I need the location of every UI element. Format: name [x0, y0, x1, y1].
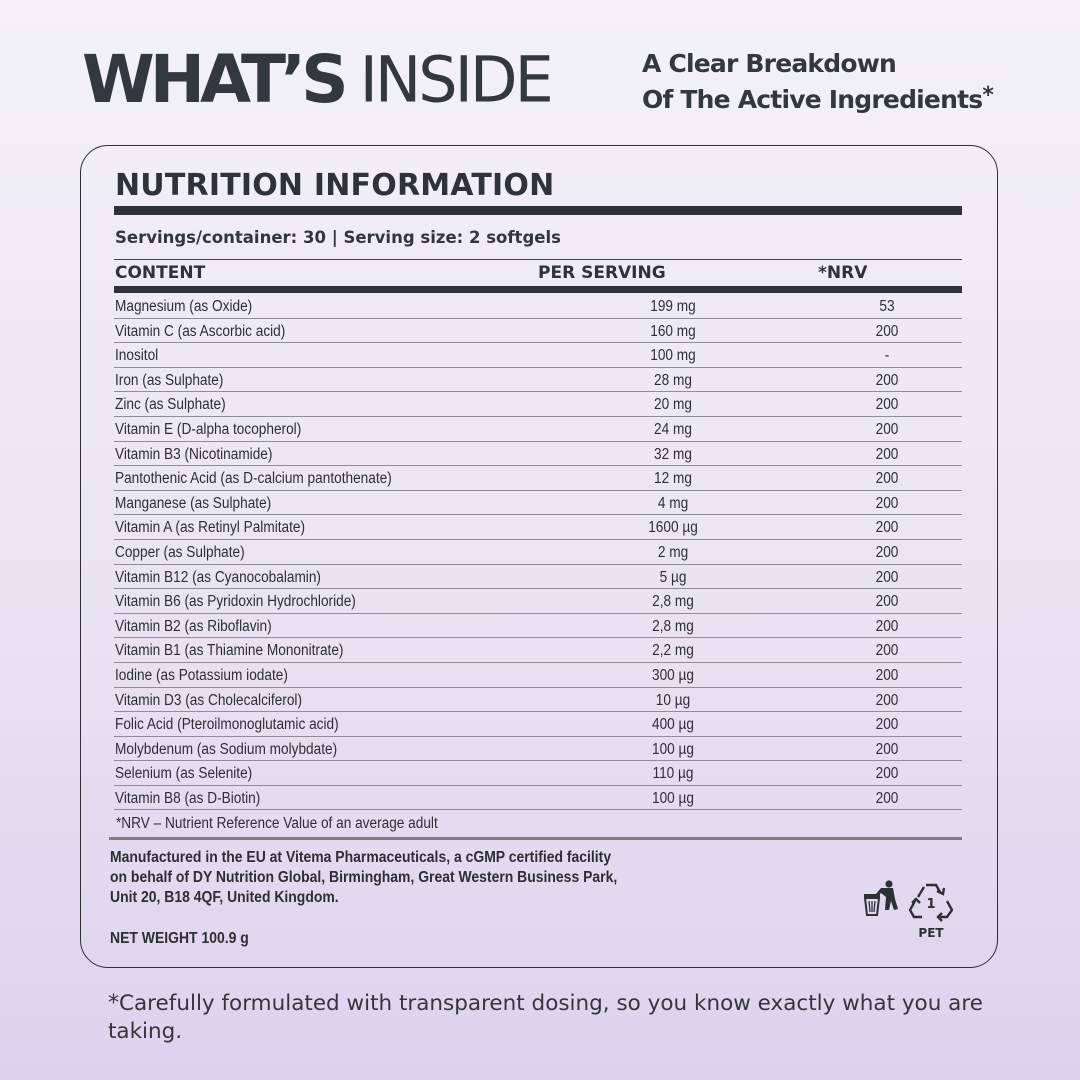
nutrient-name: Iodine (as Potassium iodate) [115, 666, 288, 684]
per-serving-value: 2,2 mg [652, 642, 694, 660]
nrv-value: 200 [875, 691, 899, 709]
nrv-value: 200 [875, 642, 899, 660]
table-row [114, 368, 962, 393]
table-row [114, 294, 962, 319]
per-serving-value: 110 µg [652, 765, 694, 783]
subtitle-line-2 [642, 80, 993, 116]
per-serving-value: 2,8 mg [652, 617, 694, 635]
nrv-value: 200 [875, 789, 899, 807]
table-row [114, 638, 962, 663]
table-row [114, 491, 962, 516]
title-light: INSIDE [359, 42, 551, 117]
nrv-value: 53 [879, 298, 895, 315]
nutrient-name: Vitamin B2 (as Riboflavin) [115, 617, 272, 635]
nutrient-name: Vitamin B3 (Nicotinamide) [115, 445, 273, 463]
nrv-value: - [884, 347, 890, 365]
title-divider [114, 206, 962, 215]
servings-divider [114, 259, 962, 260]
table-row [114, 319, 962, 344]
page-subtitle [642, 48, 993, 116]
per-serving-value: 2,8 mg [652, 593, 694, 611]
per-serving-value: 24 mg [654, 420, 692, 438]
table-row [114, 417, 962, 442]
per-serving-value: 28 mg [654, 371, 692, 389]
nutrient-name: Iron (as Sulphate) [115, 371, 224, 389]
table-row [114, 589, 962, 614]
table-row [114, 565, 962, 590]
nrv-value: 200 [875, 593, 899, 611]
column-header-content: CONTENT [115, 263, 206, 283]
nrv-value: 200 [875, 765, 899, 783]
table-row [114, 688, 962, 713]
per-serving-value: 300 µg [652, 666, 694, 684]
table-row [114, 515, 962, 540]
table-row [114, 442, 962, 467]
subtitle-asterisk: * [982, 83, 994, 108]
nutrient-name: Vitamin C (as Ascorbic acid) [115, 322, 286, 340]
per-serving-value: 2 mg [657, 543, 689, 561]
manufacturer-line-1: Manufactured in the EU at Vitema Pharmaceuticals, a cGMP certified facility [110, 849, 612, 866]
nutrient-name: Vitamin E (D-alpha tocopherol) [115, 420, 302, 438]
manufacturer-info [110, 848, 686, 908]
nrv-value: 200 [875, 396, 899, 414]
nrv-value: 200 [875, 568, 899, 586]
footnote [108, 990, 988, 1046]
nutrient-name: Vitamin B12 (as Cyanocobalamin) [115, 568, 321, 586]
servings-info: Servings/container: 30 | Serving size: 2 softgels [115, 228, 561, 247]
nutrient-name: Inositol [115, 347, 159, 365]
nrv-value: 200 [875, 445, 899, 463]
per-serving-value: 4 mg [657, 494, 689, 512]
nutrition-panel [80, 145, 998, 968]
nutrient-name: Selenium (as Selenite) [115, 765, 253, 783]
nrv-value: 200 [875, 470, 899, 488]
header-divider [114, 286, 962, 293]
recycle-label: PET [918, 926, 944, 940]
nutrient-name: Manganese (as Sulphate) [115, 494, 272, 512]
nutrient-name: Pantothenic Acid (as D-calcium pantothenate) [115, 470, 392, 488]
page-title [82, 40, 551, 120]
nutrient-name: Vitamin B6 (as Pyridoxin Hydrochloride) [115, 593, 356, 611]
nutrient-name: Vitamin D3 (as Cholecalciferol) [115, 691, 302, 709]
nutrient-name: Vitamin B8 (as D-Biotin) [115, 789, 261, 807]
nrv-value: 200 [875, 666, 899, 684]
nrv-note: *NRV – Nutrient Reference Value of an average adult [116, 815, 438, 832]
nrv-value: 200 [875, 322, 899, 340]
nutrient-name: Magnesium (as Oxide) [115, 298, 253, 315]
nutrient-name: Vitamin A (as Retinyl Palmitate) [115, 519, 306, 537]
footnote-asterisk: * [108, 991, 119, 1016]
recycle-1-icon [909, 879, 953, 923]
nutrient-name: Folic Acid (Pteroilmonoglutamic acid) [115, 716, 339, 734]
table-row [114, 614, 962, 639]
table-row [114, 392, 962, 417]
per-serving-value: 100 mg [650, 347, 696, 365]
per-serving-value: 12 mg [654, 470, 692, 488]
nrv-value: 200 [875, 519, 899, 537]
table-row [114, 712, 962, 737]
per-serving-value: 100 µg [652, 740, 694, 758]
nrv-value: 200 [875, 740, 899, 758]
table-row [114, 466, 962, 491]
manufacturer-line-2: on behalf of DY Nutrition Global, Birmingham, Great Western Business Park, [110, 869, 618, 886]
nutrient-name: Molybdenum (as Sodium molybdate) [115, 740, 338, 758]
nutrient-name: Zinc (as Sulphate) [115, 396, 226, 414]
table-row [114, 786, 962, 811]
nrv-value: 200 [875, 716, 899, 734]
subtitle-line-2-text: Of The Active Ingredients [642, 85, 983, 114]
column-header-nrv: *NRV [818, 263, 868, 283]
panel-title: NUTRITION INFORMATION [115, 168, 555, 203]
table-row [114, 540, 962, 565]
per-serving-value: 199 mg [650, 298, 696, 315]
nrv-value: 200 [875, 543, 899, 561]
nutrient-name: Copper (as Sulphate) [115, 543, 245, 561]
title-bold: WHAT’S [82, 41, 344, 118]
per-serving-value: 160 mg [650, 322, 696, 340]
nrv-value: 200 [875, 371, 899, 389]
per-serving-value: 20 mg [654, 396, 692, 414]
footnote-text: Carefully formulated with transparent dosing, so you know exactly what you are taking. [108, 991, 983, 1044]
recycle-number: 1 [926, 897, 936, 912]
manufacturer-line-3: Unit 20, B18 4QF, United Kingdom. [110, 889, 339, 906]
nrv-value: 200 [875, 420, 899, 438]
nrv-value: 200 [875, 494, 899, 512]
table-row [114, 761, 962, 786]
net-weight: NET WEIGHT 100.9 g [110, 930, 249, 947]
per-serving-value: 32 mg [654, 445, 692, 463]
per-serving-value: 10 µg [655, 691, 691, 709]
nutrient-name: Vitamin B1 (as Thiamine Mononitrate) [115, 642, 344, 660]
per-serving-value: 1600 µg [648, 519, 698, 537]
per-serving-value: 100 µg [652, 789, 694, 807]
nrv-value: 200 [875, 617, 899, 635]
tidyman-bin-icon [863, 879, 903, 927]
column-header-per-serving: PER SERVING [538, 263, 666, 283]
table-row [114, 343, 962, 368]
subtitle-line-1: A Clear Breakdown [642, 49, 897, 78]
nutrition-table [114, 294, 962, 810]
per-serving-value: 5 µg [659, 568, 687, 586]
per-serving-value: 400 µg [652, 716, 694, 734]
table-row [114, 663, 962, 688]
table-row [114, 737, 962, 762]
footer-divider [109, 837, 962, 840]
